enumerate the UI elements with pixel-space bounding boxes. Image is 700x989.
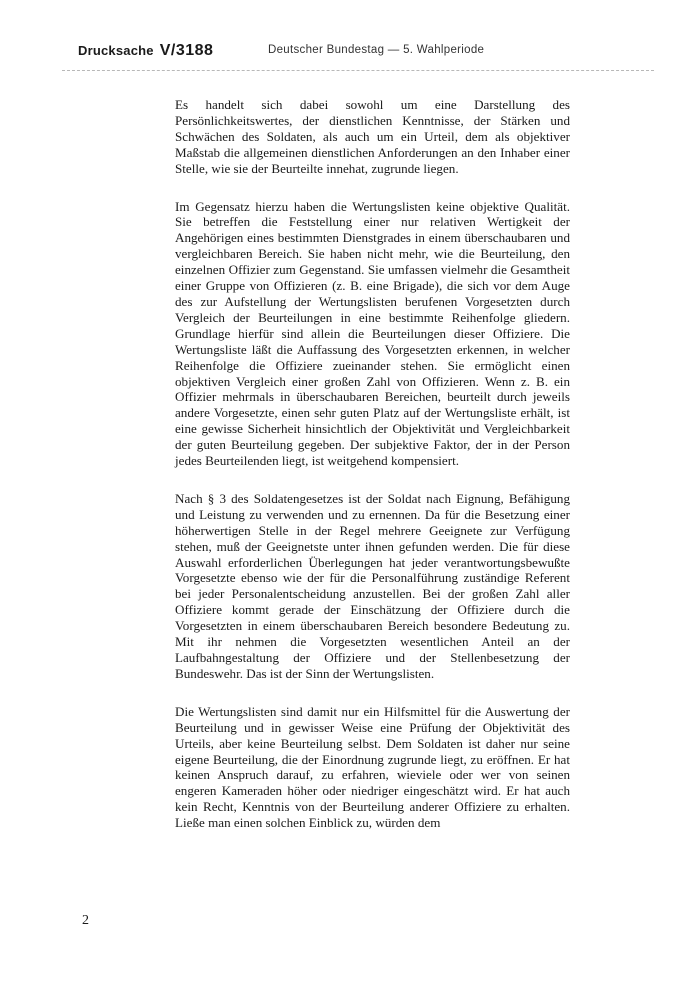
document-reference <box>78 42 213 60</box>
running-title: Deutscher Bundestag — 5. Wahlperiode <box>268 44 485 56</box>
paragraph-3: Nach § 3 des Soldatengesetzes ist der Soldat nach Eignung, Befähigung und Leistung zu verwenden und zu ernennen. Da für die Besetzung einer höherwertigen Stelle in der Regel mehrere Geeignete zur Verfügung stehen, muß der Geeignetste unter ihnen gefunden werden. Die für diese Auswahl erforderlichen Überlegungen hat jeder verantwortungsbewußte Vorgesetzte ebenso wie der für die Personalführung zuständige Referent bei jeder Personalentscheidung anzustellen. Bei der großen Zahl aller Offiziere kommt gerade der Einschätzung der Offiziere durch die Vorgesetzten in einem überschaubaren Bereich besondere Bedeutung zu. Mit ihr nehmen die Vorgesetzten wesentlichen Anteil an der Laufbahngestaltung der Offiziere und der Stellenbesetzung der Bundeswehr. Das ist der Sinn der Wertungslisten. <box>175 490 570 681</box>
body-text <box>175 97 570 853</box>
page-header <box>78 42 638 62</box>
paragraph-2: Im Gegensatz hierzu haben die Wertungslisten keine objektive Qualität. Sie betreffen die Feststellung einer nur relativen Wertigkeit der Angehörigen eines bestimmten Dienstgrades in einem überschaubaren und vergleichbaren Bereich. Sie haben nicht mehr, wie die Beurteilung, den einzelnen Offizier zum Gegenstand. Sie umfassen vielmehr die Gesamtheit einer Gruppe von Offizieren (z. B. eine Brigade), die sich vor dem Auge des zur Aufstellung der Wertungslisten berufenen Vorgesetzten durch Vergleich der Beurteilungen in eine bestimmte Reihenfolge gliedern. Grundlage hierfür sind allein die Beurteilungen dieser Offiziere. Die Wertungsliste läßt die Auffassung des Vorgesetzten erkennen, in welcher Reihenfolge die Offiziere zueinander stehen. Sie ermöglicht einen objektiven Vergleich einer großen Zahl von Offizieren. Wenn z. B. ein Offizier mehrmals in überschaubaren Bereichen, beurteilt durch jeweils andere Vorgesetzte, einen sehr guten Platz auf der Wertungsliste erhält, ist eine gewisse Sicherheit hinsichtlich der Objektivität und Vergleichbarkeit der guten Beurteilung gegeben. Der subjektive Faktor, der in der Person jedes Beurteilenden liegt, ist weitgehend kompensiert. <box>175 198 570 469</box>
page-number: 2 <box>82 913 89 928</box>
paragraph-1: Es handelt sich dabei sowohl um eine Darstellung des Persönlichkeitswertes, der dienstlichen Kenntnisse, der Stärken und Schwächen des Soldaten, als auch um ein Urteil, dem als objektiver Maßstab die allgemeinen dienstlichen Anforderungen an den Inhaber einer Stelle, wie sie der Beurteilte innehat, zugrunde liegen. <box>175 97 570 176</box>
header-divider <box>62 70 654 71</box>
paragraph-4: Die Wertungslisten sind damit nur ein Hilfsmittel für die Auswertung der Beurteilung und in gewisser Weise eine Prüfung der Objektivität des Urteils, aber keine Beurteilung selbst. Dem Soldaten ist daher nur seine eigene Beurteilung, die der Einordnung zugrunde liegt, zu eröffnen. Er hat keinen Anspruch darauf, zu erfahren, wieviele oder wer von seinen engeren Kameraden höher oder niedriger eingeschätzt wird. Er hat auch kein Recht, Kenntnis von der Beurteilung anderer Offiziere zu erhalten. Ließe man einen solchen Einblick zu, würden dem <box>175 703 570 831</box>
document-number: V/3188 <box>159 42 214 59</box>
document-label: Drucksache <box>78 43 154 58</box>
